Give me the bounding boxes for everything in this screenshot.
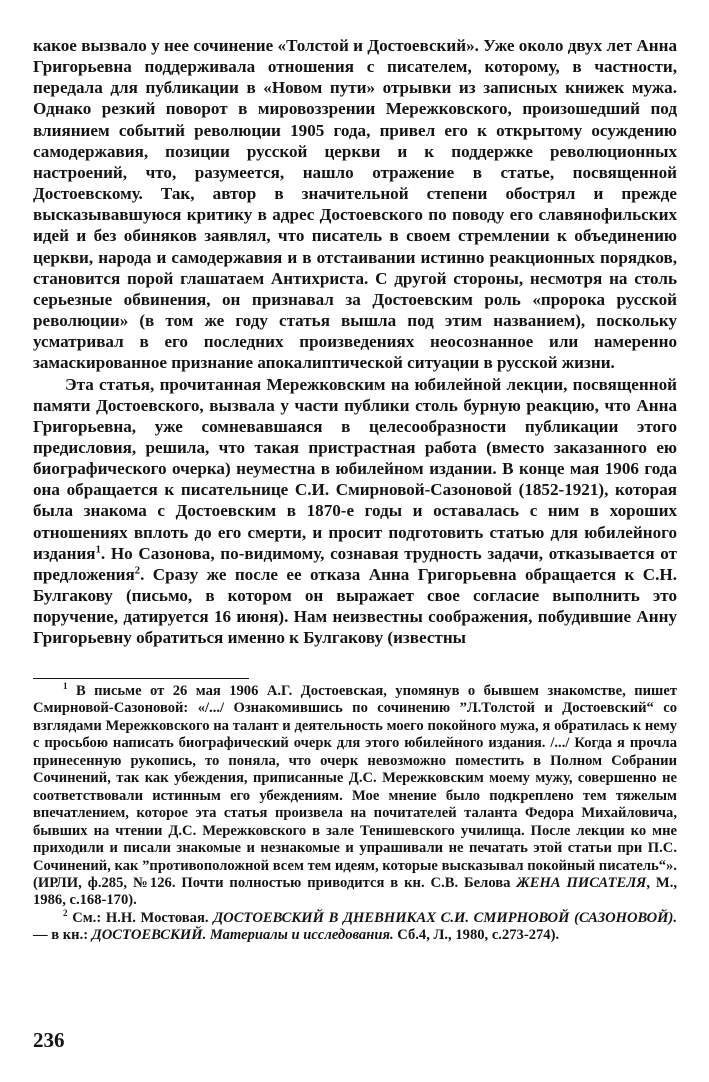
paragraph-2-part-a: Эта статья, прочитанная Мережковским на юбилейной лекции, посвященной памяти Достоевского, вызвала у части публики столь бурную реакцию, что Анна Григорьевна, уже сомневавшаяся в целесообразности публикации этого предисловия, решила, что такая пристрастная работа (вместо заказанного ею биографического очерка) неуместна в юбилейном издании. В конце мая 1906 года она обращается к писательнице С.И. Смирновой-Сазоновой (1852-1921), которая была знакома с Достоевским в 1870-е годы и оставалась с ним в хороших отношениях вплоть до его смерти, и просит подготовить статью для юбилейного издания xyxy=(33,374,677,563)
footnote-2-part-b: — в кн.: xyxy=(33,927,92,944)
main-text xyxy=(33,35,677,649)
footnote-2-part-c: Сб.4, Л., 1980, с.273-274). xyxy=(393,927,560,944)
footnote-1-text: В письме от 26 мая 1906 А.Г. Достоевская, упомянув о бывшем знакомстве, пишет Смирновой-Сазоновой: «/.../ Ознакомившись по сочинению ”Л.Толстой и Достоевский“ со взглядами Мережковского на талант и деятельность моего покойного мужа, я обратилась к нему с просьбою написать биографический очерк для этого юбилейного издания. /.../ Когда я прочла принесенную рукопись, то поняла, что очерк невозможно поместить в Полном Собрании Сочинений, так как убеждения, приписанные Д.С. Мережковским моему мужу, совершенно не соответствовали истинным его убеждениям. Мое мнение было подкреплено тем тяжелым впечатлением, которое эта статья произвела на почитателей таланта Федора Михайловича, бывших на чтении Д.С. Мережковского в зале Тенишевского училища. После лекции ко мне приходили и писали знакомые и незнакомые и упрашивали не печатать этой статьи при П.С. Сочинений, как ”противоположной всем тем идеям, которые высказывал покойный писатель“». (ИРЛИ, ф.285, №126. Почти полностью приводится в кн. С.В. Белова xyxy=(33,683,677,891)
footnote-1-end: , М., 1986, с.168-170). xyxy=(33,874,678,909)
footnote-2-article-title: ДОСТОЕВСКИЙ В ДНЕВНИКАХ С.И. СМИРНОВОЙ (САЗОНОВОЙ). xyxy=(213,909,678,926)
paragraph-2-part-c: . Сразу же после ее отказа Анна Григорьевна обращается к С.Н. Булгакову (письмо, в котором он выражает свое согласие выполнить это поручение, датируется 16 июня). Нам неизвестны соображения, побудившие Анну Григорьевну обратиться именно к Булгакову (известны xyxy=(33,564,677,648)
footnote-1-mark: 1 xyxy=(63,681,68,692)
footnote-2-book-title: ДОСТОЕВСКИЙ. Материалы и исследования. xyxy=(91,927,394,944)
paragraph-1: какое вызвало у нее сочинение «Толстой и Достоевский». Уже около двух лет Анна Григорьевна поддерживала отношения с писателем, которому, в частности, передала для публикации в «Новом пути» отрывки из записных книжек мужа. Однако резкий поворот в мировоззрении Мережковского, произошедший под влиянием событий революции 1905 года, привел его к открытому осуждению самодержавия, позиции русской церкви и к поддержке революционных настроений, что, разумеется, нашло отражение в статье, посвященной Достоевскому. Так, автор в значительной степени обострял и прежде высказывавшуюся критику в адрес Достоевского по поводу его славянофильских идей и без обиняков заявлял, что писатель в своем стремлении к объединению церкви, народа и самодержавия и в отстаивании истинно реакционных порядков, становится порой глашатаем Антихриста. С другой стороны, несмотря на столь серьезные обвинения, он признавал за Достоевским роль «пророка русской революции» (в том же году статья вышла под этим названием), поскольку усматривал в его последних произведениях неосознанное или намеренно замаскированное признание апокалиптической ситуации в русской жизни. xyxy=(33,36,677,373)
footnotes xyxy=(33,683,677,945)
footnote-1-book-title: ЖЕНА ПИСАТЕЛЯ xyxy=(516,874,647,891)
paragraph-2-part-b: . Но Сазонова, по-видимому, сознавая трудность задачи, отказывается от предложения xyxy=(33,543,677,584)
footnote-separator xyxy=(33,678,249,679)
footnote-2-part-a: См.: Н.Н. Мостовая. xyxy=(67,909,214,926)
footnote-ref-1: 1 xyxy=(95,544,101,556)
footnote-1 xyxy=(33,683,677,910)
page-number: 236 xyxy=(33,1028,65,1052)
footnote-2-mark: 2 xyxy=(63,908,68,919)
footnote-ref-2: 2 xyxy=(134,565,141,577)
paragraph-2 xyxy=(33,374,677,649)
footnote-2 xyxy=(33,910,677,945)
